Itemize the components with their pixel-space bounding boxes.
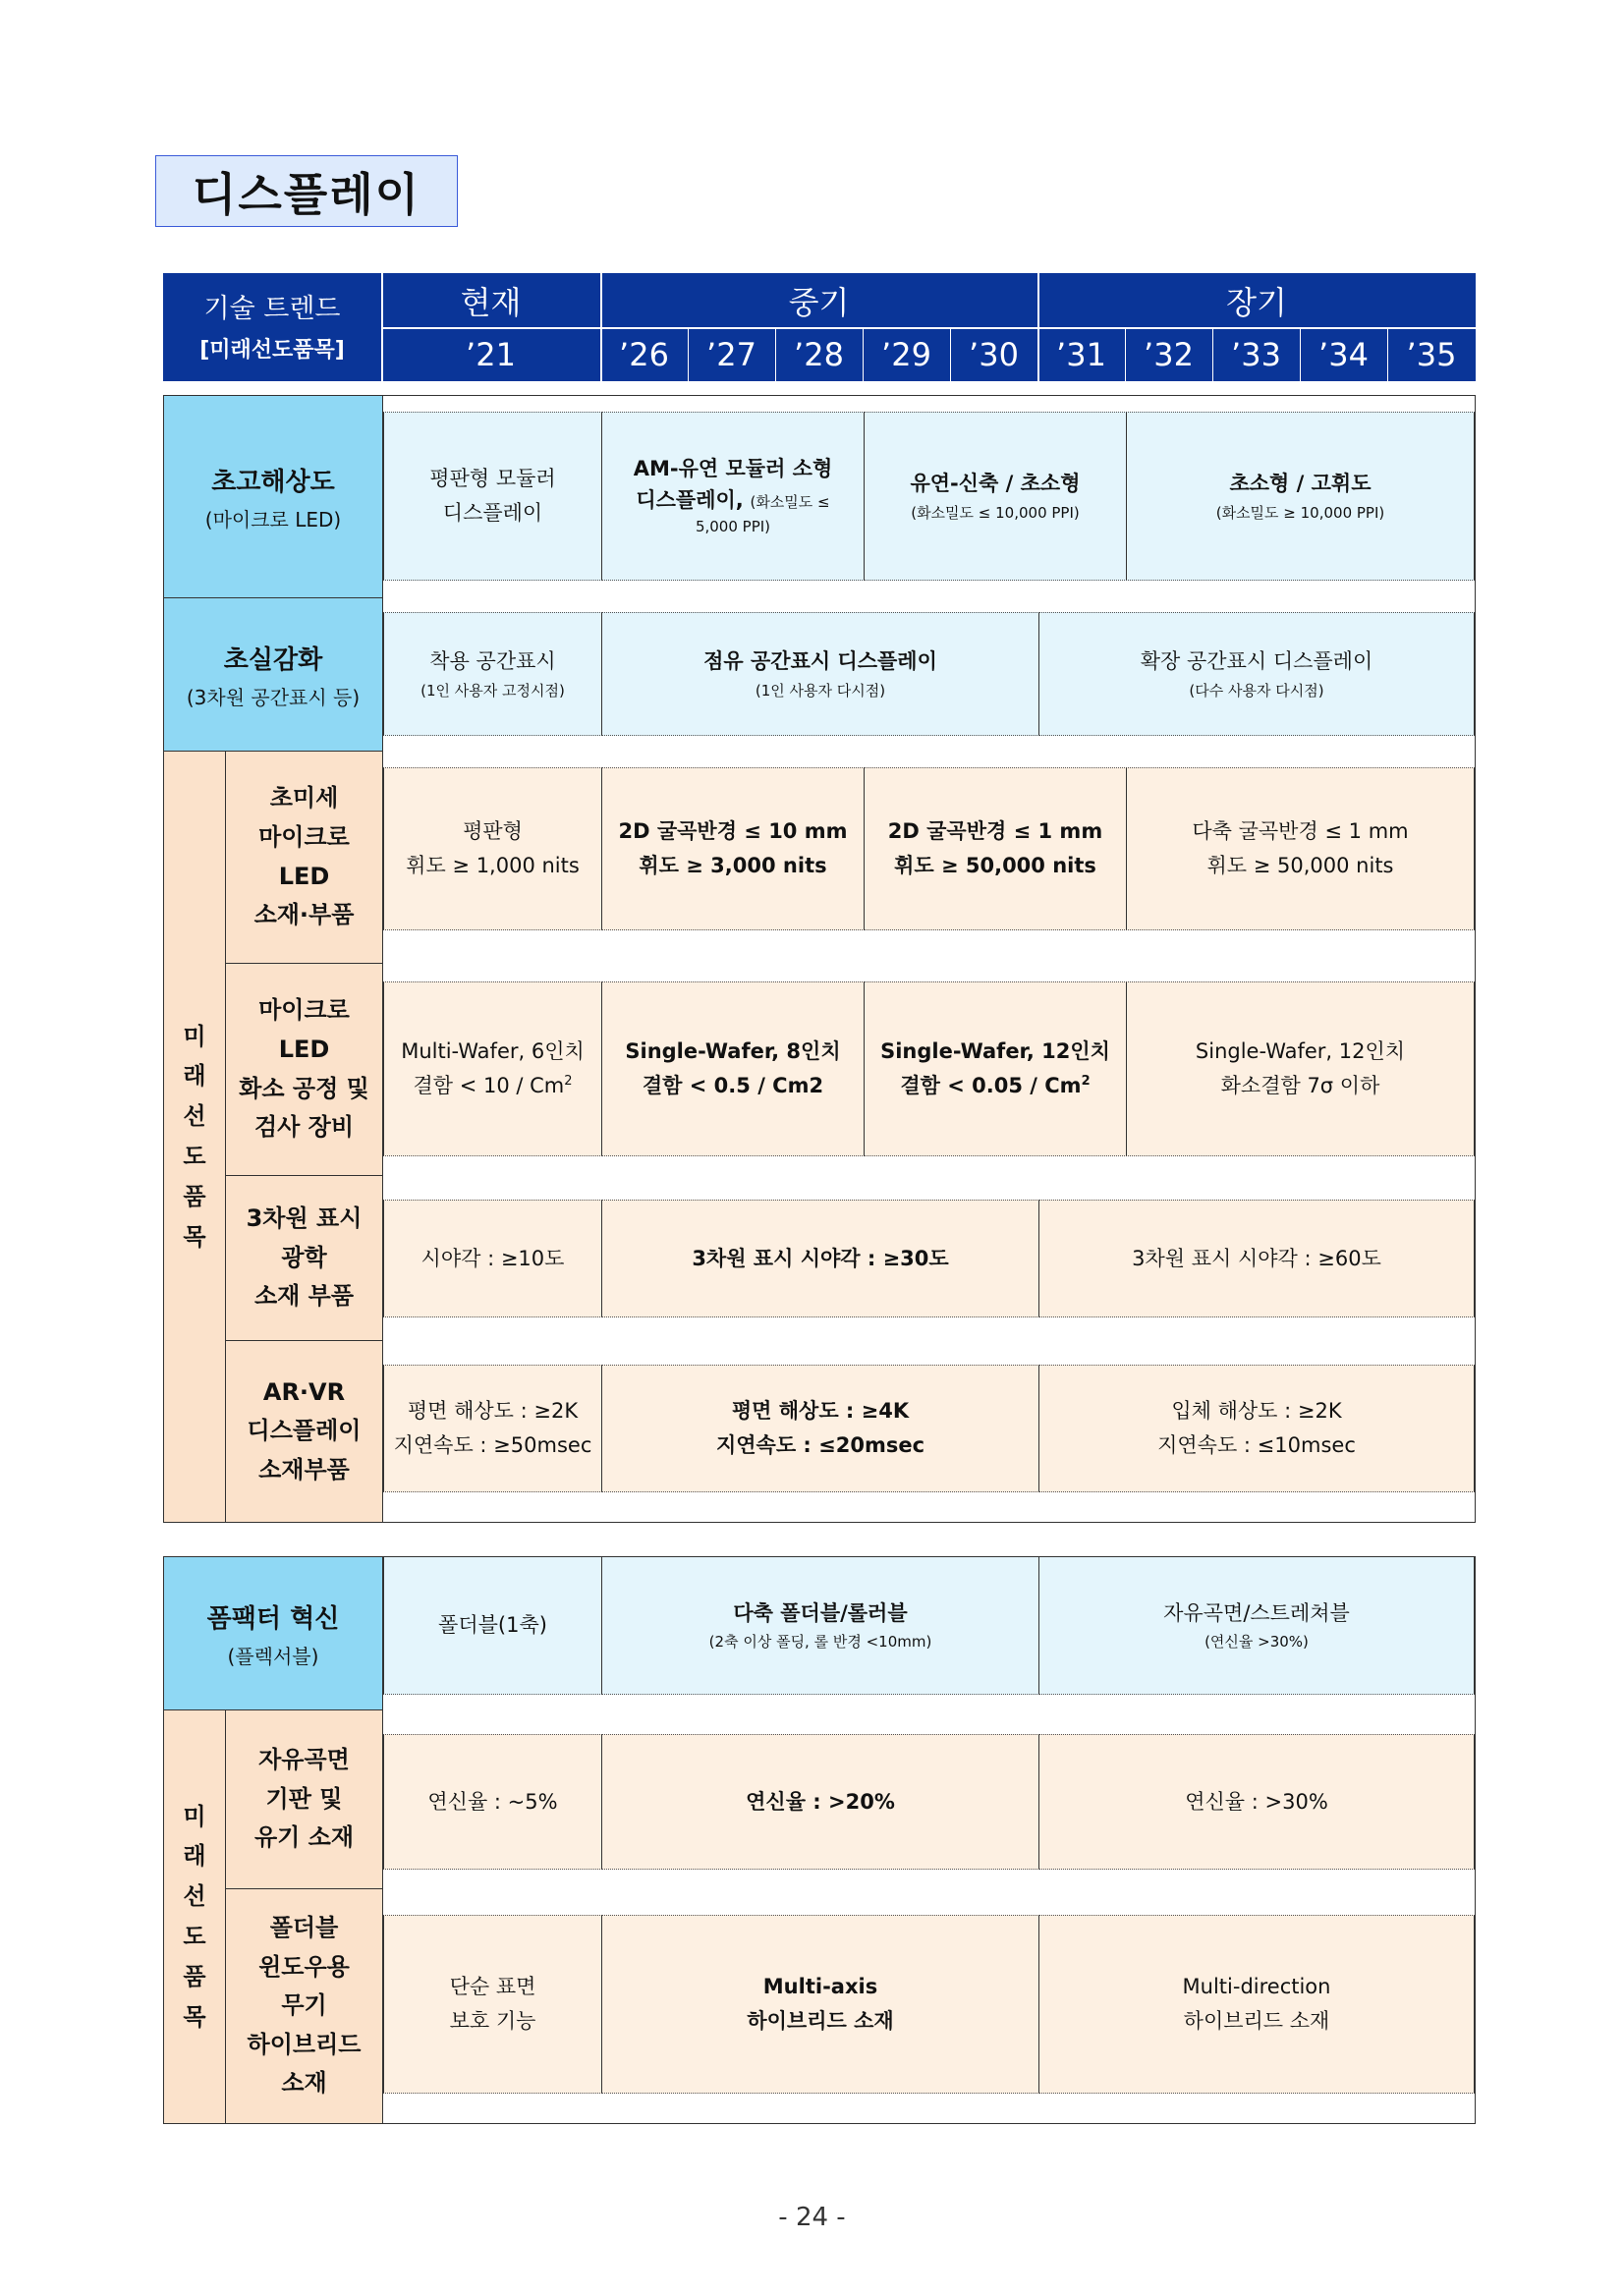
- cell-line: 폴더블(1축): [438, 1613, 547, 1638]
- year-label: ’34: [1318, 335, 1369, 373]
- group-label-char: 품: [183, 1962, 206, 1990]
- row-label-line: 소재·부품: [253, 901, 355, 929]
- row-label-line: 폴더블: [269, 1914, 339, 1942]
- roadmap-cell: [383, 1365, 602, 1492]
- roadmap-cell: [1038, 1734, 1475, 1870]
- header-divider: [600, 273, 602, 381]
- row-label-line: 윈도우용: [258, 1952, 350, 1981]
- roadmap-cell: [864, 767, 1127, 930]
- cell-line: Single-Wafer, 8인치: [625, 1039, 841, 1064]
- roadmap-cell: [601, 1557, 1039, 1695]
- timeline-header: [163, 273, 1476, 381]
- cell-line: 평면 해상도 : ≥2K: [407, 1399, 579, 1424]
- header-divider: [688, 327, 689, 381]
- row-label-line: LED: [278, 1035, 330, 1063]
- cell-line: 평면 해상도 : ≥4K: [731, 1399, 910, 1424]
- cell-line: 확장 공간표시 디스플레이: [1140, 649, 1373, 674]
- row-label-line: 소재: [281, 2069, 327, 2098]
- cell-line: 디스플레이: [442, 501, 543, 525]
- cell-line: 결함 < 0.5 / Cm2: [642, 1074, 824, 1097]
- row-label-line: 무기: [281, 1991, 327, 2020]
- cell-note: (화소밀도 ≤: [750, 492, 830, 511]
- header-divider: [950, 327, 951, 381]
- row-label-line: 마이크로: [258, 822, 350, 851]
- roadmap-cell: [601, 1200, 1039, 1317]
- cell-line: 휘도 ≥ 3,000 nits: [639, 854, 827, 877]
- roadmap-cell: [1038, 1200, 1475, 1317]
- group-label-char: 미: [183, 1802, 206, 1830]
- trend-label: 기술 트렌드: [203, 294, 341, 324]
- cell-line: 화소결함 7σ 이하: [1220, 1074, 1380, 1097]
- roadmap-cell: [1126, 981, 1475, 1156]
- row-label-title: 폼팩터 혁신: [206, 1603, 340, 1634]
- cell-note: (다수 사용자 다시점): [1189, 681, 1324, 700]
- cell-note: (1인 사용자 다시점): [755, 681, 886, 700]
- group-label-char: 미: [183, 1022, 206, 1050]
- cell-line: 평판형 모듈러: [429, 467, 556, 491]
- row-label-3d-optics: [226, 1176, 383, 1341]
- header-divider: [1212, 327, 1213, 381]
- row-label-line: 소재부품: [258, 1455, 350, 1484]
- row-label-line: 디스플레이: [247, 1417, 362, 1445]
- roadmap-cell: [864, 412, 1127, 581]
- year-label: ’26: [619, 335, 669, 373]
- cell-line: 지연속도 : ≤20msec: [715, 1433, 925, 1457]
- cell-line: 보호 기능: [449, 2009, 536, 2033]
- row-label-line: 화소 공정 및: [239, 1074, 369, 1102]
- cell-line: 다축 폴더블/롤러블: [733, 1600, 908, 1625]
- cell-line: 유연-신축 / 초소형: [910, 472, 1081, 496]
- row-label-line: 기판 및: [265, 1784, 343, 1813]
- year-label: ’31: [1056, 335, 1106, 373]
- cell-line: 결함 < 10 / Cm: [413, 1074, 565, 1097]
- row-label-micro-led-materials: [226, 752, 383, 964]
- year-label: ’35: [1406, 335, 1457, 373]
- cell-line: 하이브리드 소재: [747, 2009, 894, 2033]
- mid-term-label: 중기: [788, 283, 850, 321]
- cell-line: 자유곡면/스트레쳐블: [1163, 1600, 1350, 1625]
- long-term-label: 장기: [1226, 283, 1287, 321]
- roadmap-cell: [601, 1915, 1039, 2094]
- roadmap-cell: [601, 412, 865, 581]
- cell-note: (2축 이상 폴딩, 롤 반경 <10mm): [708, 1633, 932, 1652]
- row-label-hyper-realism: [164, 598, 383, 752]
- year-label: ’30: [969, 335, 1019, 373]
- roadmap-cell: [1038, 1365, 1475, 1492]
- group-label-char: 래: [183, 1062, 206, 1091]
- cell-line: 평판형: [463, 819, 523, 844]
- roadmap-section-2: [163, 1556, 1476, 2124]
- row-label-title: 초실감화: [223, 644, 323, 675]
- roadmap-cell: [601, 1365, 1039, 1492]
- roadmap-cell: [383, 412, 602, 581]
- cell-superscript: 2: [564, 1074, 573, 1089]
- group-label-char: 도: [183, 1923, 206, 1950]
- row-label-line: 마이크로: [258, 996, 350, 1025]
- cell-line: 3차원 표시 시야각 : ≥60도: [1132, 1246, 1381, 1270]
- cell-line: 2D 굴곡반경 ≤ 1 mm: [887, 819, 1103, 844]
- cell-note: (화소밀도 ≤ 10,000 PPI): [911, 503, 1080, 522]
- cell-line: 시야각 : ≥10도: [420, 1246, 565, 1270]
- cell-line: 다축 굴곡반경 ≤ 1 mm: [1192, 819, 1409, 844]
- cell-line: 연신율 : >30%: [1185, 1789, 1328, 1814]
- roadmap-cell: [601, 981, 865, 1156]
- cell-line: Multi-direction: [1182, 1975, 1331, 1999]
- year-label: ’27: [706, 335, 756, 373]
- group-label-char: 래: [183, 1842, 206, 1871]
- cell-line: 2D 굴곡반경 ≤ 10 mm: [618, 819, 848, 844]
- group-label-char: 목: [183, 2002, 206, 2031]
- row-label-sub: (3차원 공간표시 등): [186, 685, 361, 709]
- header-divider: [775, 327, 776, 381]
- row-label-line: 자유곡면: [258, 1746, 350, 1774]
- cell-line: Single-Wafer, 12인치: [1195, 1039, 1406, 1064]
- row-label-line: 3차원 표시: [246, 1204, 363, 1233]
- row-label-line: 초미세: [269, 784, 339, 812]
- row-label-line: 검사 장비: [253, 1113, 355, 1142]
- roadmap-section-1: [163, 395, 1476, 1523]
- cell-line: 연신율 : >20%: [746, 1789, 895, 1814]
- year-label: ’21: [466, 335, 516, 373]
- roadmap-cell: [383, 1557, 602, 1695]
- roadmap-cell: [601, 1734, 1039, 1870]
- cell-line: 지연속도 : ≥50msec: [393, 1433, 592, 1457]
- roadmap-cell: [1126, 767, 1475, 930]
- roadmap-cell: [383, 612, 602, 736]
- roadmap-cell: [383, 767, 602, 930]
- roadmap-cell: [1038, 1557, 1475, 1695]
- row-label-sub: (마이크로 LED): [204, 507, 342, 532]
- cell-superscript: 2: [1081, 1074, 1091, 1089]
- row-label-line: 유기 소재: [253, 1823, 355, 1852]
- cell-note: (1인 사용자 고정시점): [420, 681, 565, 700]
- cell-line: 연신율 : ~5%: [427, 1789, 558, 1814]
- header-divider: [863, 327, 864, 381]
- roadmap-cell: [1038, 612, 1475, 736]
- row-label-line: LED: [278, 862, 330, 890]
- cell-line: 3차원 표시 시야각 : ≥30도: [692, 1246, 949, 1270]
- cell-line: 휘도 ≥ 50,000 nits: [1206, 854, 1394, 877]
- row-label-line: 광학: [281, 1243, 327, 1271]
- page-title: 디스플레이: [155, 155, 458, 227]
- roadmap-cell: [383, 981, 602, 1156]
- row-label-ar-vr: [226, 1341, 383, 1522]
- group-label-future-items: [164, 752, 226, 1522]
- cell-line: Multi-axis: [762, 1975, 878, 1999]
- current-label: 현재: [460, 283, 522, 321]
- header-divider: [1300, 327, 1301, 381]
- roadmap-cell: [601, 767, 865, 930]
- row-label-ultra-high-resolution: [164, 396, 383, 598]
- header-divider: [1387, 327, 1388, 381]
- cell-note: 5,000 PPI): [695, 518, 771, 536]
- roadmap-cell: [383, 1734, 602, 1870]
- roadmap-cell: [1038, 1915, 1475, 2094]
- row-label-line: 하이브리드: [247, 2030, 362, 2058]
- page-number: - 24 -: [778, 2203, 846, 2232]
- cell-line: 단순 표면: [449, 1975, 536, 1999]
- year-label: ’29: [881, 335, 931, 373]
- row-label-line: 소재 부품: [253, 1282, 355, 1311]
- row-label-form-factor: [164, 1557, 383, 1710]
- cell-line: AM-유연 모듈러 소형: [633, 457, 833, 481]
- cell-line: 초소형 / 고휘도: [1229, 472, 1372, 496]
- roadmap-cell: [383, 1915, 602, 2094]
- cell-line: 지연속도 : ≤10msec: [1157, 1433, 1356, 1457]
- group-label-char: 도: [183, 1143, 206, 1170]
- cell-line: 휘도 ≥ 1,000 nits: [406, 854, 580, 877]
- cell-line: 하이브리드 소재: [1183, 2009, 1330, 2033]
- cell-line: 휘도 ≥ 50,000 nits: [894, 854, 1096, 877]
- roadmap-cell: [601, 612, 1039, 736]
- trend-sub-label: [미래선도품목]: [199, 338, 345, 363]
- roadmap-cell: [383, 1200, 602, 1317]
- year-label: ’32: [1144, 335, 1194, 373]
- group-label-char: 품: [183, 1182, 206, 1210]
- header-divider: [381, 327, 1476, 329]
- header-divider: [1037, 273, 1039, 381]
- roadmap-cell: [1126, 412, 1475, 581]
- row-label-title: 초고해상도: [211, 467, 335, 497]
- header-divider: [381, 273, 383, 381]
- cell-line: 착용 공간표시: [429, 649, 556, 674]
- row-label-sub: (플렉서블): [227, 1644, 319, 1668]
- row-label-foldable-window: [226, 1889, 383, 2123]
- row-label-line: AR·VR: [262, 1377, 346, 1406]
- header-divider: [1125, 327, 1126, 381]
- year-label: ’33: [1231, 335, 1281, 373]
- cell-line: 디스플레이,: [636, 487, 744, 512]
- cell-note: (연신율 >30%): [1204, 1633, 1309, 1652]
- cell-line: Single-Wafer, 12인치: [880, 1039, 1110, 1064]
- cell-line: Multi-Wafer, 6인치: [401, 1039, 585, 1064]
- row-label-freeform-substrate: [226, 1710, 383, 1889]
- group-label-char: 선: [183, 1882, 206, 1911]
- row-label-micro-led-process: [226, 964, 383, 1176]
- year-label: ’28: [794, 335, 844, 373]
- cell-line: 점유 공간표시 디스플레이: [703, 649, 937, 674]
- group-label-char: 목: [183, 1222, 206, 1251]
- group-label-future-items: [164, 1710, 226, 2123]
- cell-note: (화소밀도 ≥ 10,000 PPI): [1215, 503, 1385, 522]
- group-label-char: 선: [183, 1102, 206, 1131]
- cell-line: 결함 < 0.05 / Cm: [900, 1074, 1082, 1097]
- cell-line: 입체 해상도 : ≥2K: [1171, 1399, 1342, 1424]
- roadmap-cell: [864, 981, 1127, 1156]
